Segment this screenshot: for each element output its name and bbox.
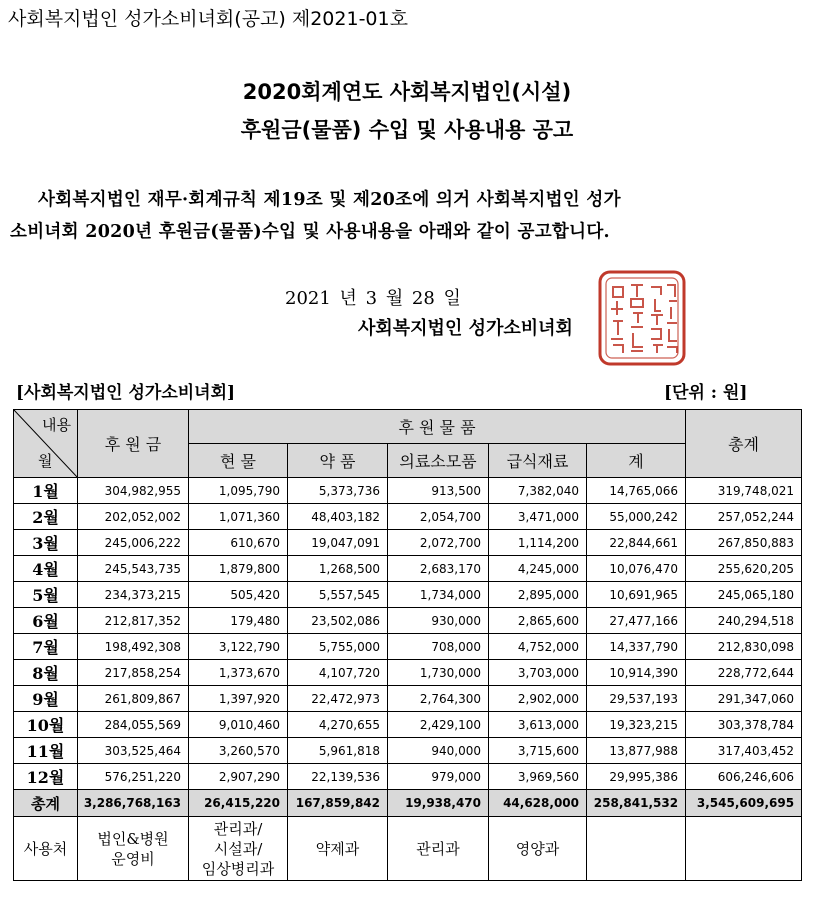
header-goods-group: 후 원 물 품 xyxy=(189,410,686,444)
funds-value: 212,817,352 xyxy=(78,608,189,634)
header-goods-subtotal: 계 xyxy=(587,444,686,478)
goods-subtotal-value: 10,076,470 xyxy=(587,556,686,582)
month-cell: 5월 xyxy=(14,582,78,608)
in-kind-usage: 관리과/ 시설과/ 임상병리과 xyxy=(189,817,288,881)
funds-total: 3,286,768,163 xyxy=(78,790,189,817)
in-kind-value: 179,480 xyxy=(189,608,288,634)
table-row xyxy=(14,764,802,790)
goods-subtotal-value: 19,323,215 xyxy=(587,712,686,738)
medical-supplies-value: 708,000 xyxy=(388,634,489,660)
medicine-value: 5,755,000 xyxy=(288,634,388,660)
funds-value: 303,525,464 xyxy=(78,738,189,764)
table-unit-label: [단위 : 원] xyxy=(664,383,748,403)
month-cell: 12월 xyxy=(14,764,78,790)
goods-subtotal-value: 10,691,965 xyxy=(587,582,686,608)
in-kind-value: 3,122,790 xyxy=(189,634,288,660)
month-cell: 6월 xyxy=(14,608,78,634)
grand-total-total: 3,545,609,695 xyxy=(686,790,802,817)
table-organization-label: [사회복지법인 성가소비녀회] xyxy=(16,383,236,403)
food-ingredients-value: 4,752,000 xyxy=(489,634,587,660)
month-cell: 9월 xyxy=(14,686,78,712)
medicine-total: 167,859,842 xyxy=(288,790,388,817)
grand-total-value: 606,246,606 xyxy=(686,764,802,790)
document-title-line-2: 후원금(물품) 수입 및 사용내용 공고 xyxy=(240,118,574,142)
header-corner-cell xyxy=(14,410,78,478)
grand-total-value: 228,772,644 xyxy=(686,660,802,686)
grand-total-value: 255,620,205 xyxy=(686,556,802,582)
table-row xyxy=(14,686,802,712)
header-medicine: 약 품 xyxy=(288,444,388,478)
food-ingredients-value: 2,895,000 xyxy=(489,582,587,608)
table-row xyxy=(14,478,802,504)
medical-supplies-value: 913,500 xyxy=(388,478,489,504)
grand-total-value: 257,052,244 xyxy=(686,504,802,530)
medicine-value: 5,373,736 xyxy=(288,478,388,504)
medicine-value: 19,047,091 xyxy=(288,530,388,556)
funds-value: 245,006,222 xyxy=(78,530,189,556)
medicine-value: 48,403,182 xyxy=(288,504,388,530)
goods-subtotal-value: 29,995,386 xyxy=(587,764,686,790)
total-row xyxy=(14,790,802,817)
in-kind-value: 1,095,790 xyxy=(189,478,288,504)
medicine-value: 5,961,818 xyxy=(288,738,388,764)
notice-body-line-1: 사회복지법인 재무·회계규칙 제19조 및 제20조에 의거 사회복지법인 성가 xyxy=(38,190,621,210)
total-label: 총계 xyxy=(14,790,78,817)
food-ingredients-value: 3,703,000 xyxy=(489,660,587,686)
grand-total-value: 319,748,021 xyxy=(686,478,802,504)
goods-subtotal-value: 14,337,790 xyxy=(587,634,686,660)
in-kind-total: 26,415,220 xyxy=(189,790,288,817)
grand-total-value: 245,065,180 xyxy=(686,582,802,608)
goods-subtotal-value: 22,844,661 xyxy=(587,530,686,556)
medicine-value: 22,139,536 xyxy=(288,764,388,790)
food-ingredients-value: 7,382,040 xyxy=(489,478,587,504)
food-ingredients-value: 1,114,200 xyxy=(489,530,587,556)
medicine-value: 4,270,655 xyxy=(288,712,388,738)
table-row xyxy=(14,660,802,686)
medicine-value: 5,557,545 xyxy=(288,582,388,608)
medicine-value: 1,268,500 xyxy=(288,556,388,582)
medical-supplies-value: 2,429,100 xyxy=(388,712,489,738)
goods-subtotal-value: 13,877,988 xyxy=(587,738,686,764)
header-in-kind: 현 물 xyxy=(189,444,288,478)
notice-date: 2021 년 3 월 28 일 xyxy=(285,288,461,309)
medical-supplies-value: 979,000 xyxy=(388,764,489,790)
month-cell: 2월 xyxy=(14,504,78,530)
grand-total-usage xyxy=(686,817,802,881)
funds-value: 198,492,308 xyxy=(78,634,189,660)
in-kind-value: 1,879,800 xyxy=(189,556,288,582)
month-cell: 3월 xyxy=(14,530,78,556)
funds-value: 304,982,955 xyxy=(78,478,189,504)
document-number: 사회복지법인 성가소비녀회(공고) 제2021-01호 xyxy=(8,8,408,30)
in-kind-value: 610,670 xyxy=(189,530,288,556)
grand-total-value: 212,830,098 xyxy=(686,634,802,660)
in-kind-value: 505,420 xyxy=(189,582,288,608)
medicine-value: 22,472,973 xyxy=(288,686,388,712)
medical-supplies-value: 2,764,300 xyxy=(388,686,489,712)
food-ingredients-value: 3,715,600 xyxy=(489,738,587,764)
food-ingredients-value: 2,865,600 xyxy=(489,608,587,634)
usage-row xyxy=(14,817,802,881)
medicine-value: 4,107,720 xyxy=(288,660,388,686)
goods-subtotal-value: 14,765,066 xyxy=(587,478,686,504)
food-ingredients-value: 3,471,000 xyxy=(489,504,587,530)
medicine-usage: 약제과 xyxy=(288,817,388,881)
in-kind-value: 1,373,670 xyxy=(189,660,288,686)
medical-supplies-value: 2,072,700 xyxy=(388,530,489,556)
goods-subtotal-value: 29,537,193 xyxy=(587,686,686,712)
food-ingredients-usage: 영양과 xyxy=(489,817,587,881)
medical-supplies-value: 2,054,700 xyxy=(388,504,489,530)
month-cell: 7월 xyxy=(14,634,78,660)
funds-value: 576,251,220 xyxy=(78,764,189,790)
donation-ledger-table xyxy=(13,409,802,881)
table-row xyxy=(14,530,802,556)
medical-supplies-usage: 관리과 xyxy=(388,817,489,881)
in-kind-value: 3,260,570 xyxy=(189,738,288,764)
table-row xyxy=(14,582,802,608)
document-title-line-1: 2020회계연도 사회복지법인(시설) xyxy=(242,80,572,104)
funds-value: 261,809,867 xyxy=(78,686,189,712)
notice-body-line-2: 소비녀회 2020년 후원금(물품)수입 및 사용내용을 아래와 같이 공고합니다. xyxy=(10,222,610,242)
medical-supplies-total: 19,938,470 xyxy=(388,790,489,817)
funds-value: 202,052,002 xyxy=(78,504,189,530)
month-cell: 11월 xyxy=(14,738,78,764)
food-ingredients-value: 3,969,560 xyxy=(489,764,587,790)
grand-total-value: 291,347,060 xyxy=(686,686,802,712)
funds-value: 234,373,215 xyxy=(78,582,189,608)
table-row xyxy=(14,634,802,660)
table-row xyxy=(14,738,802,764)
funds-value: 284,055,569 xyxy=(78,712,189,738)
medical-supplies-value: 2,683,170 xyxy=(388,556,489,582)
goods-subtotal-value: 55,000,242 xyxy=(587,504,686,530)
goods-subtotal-value: 27,477,166 xyxy=(587,608,686,634)
month-cell: 10월 xyxy=(14,712,78,738)
in-kind-value: 2,907,290 xyxy=(189,764,288,790)
table-row xyxy=(14,608,802,634)
medical-supplies-value: 1,730,000 xyxy=(388,660,489,686)
funds-value: 217,858,254 xyxy=(78,660,189,686)
goods-subtotal-value: 10,914,390 xyxy=(587,660,686,686)
food-ingredients-value: 4,245,000 xyxy=(489,556,587,582)
grand-total-value: 317,403,452 xyxy=(686,738,802,764)
in-kind-value: 1,397,920 xyxy=(189,686,288,712)
medical-supplies-value: 940,000 xyxy=(388,738,489,764)
table-row xyxy=(14,556,802,582)
grand-total-value: 240,294,518 xyxy=(686,608,802,634)
header-medical-supplies: 의료소모품 xyxy=(388,444,489,478)
goods-subtotal-total: 258,841,532 xyxy=(587,790,686,817)
funds-value: 245,543,735 xyxy=(78,556,189,582)
month-cell: 1월 xyxy=(14,478,78,504)
grand-total-value: 303,378,784 xyxy=(686,712,802,738)
month-cell: 8월 xyxy=(14,660,78,686)
table-row xyxy=(14,712,802,738)
official-seal-stamp xyxy=(597,269,687,367)
in-kind-value: 9,010,460 xyxy=(189,712,288,738)
table-row xyxy=(14,504,802,530)
in-kind-value: 1,071,360 xyxy=(189,504,288,530)
header-grand-total: 총계 xyxy=(686,410,802,478)
usage-label: 사용처 xyxy=(14,817,78,881)
header-food-ingredients: 급식재료 xyxy=(489,444,587,478)
month-cell: 4월 xyxy=(14,556,78,582)
signature-organization: 사회복지법인 성가소비녀회 xyxy=(358,318,573,339)
corner-label-content: 내용 xyxy=(42,416,71,434)
header-funds: 후 원 금 xyxy=(78,410,189,478)
goods-subtotal-usage xyxy=(587,817,686,881)
corner-label-month: 월 xyxy=(38,452,53,470)
grand-total-value: 267,850,883 xyxy=(686,530,802,556)
food-ingredients-value: 2,902,000 xyxy=(489,686,587,712)
funds-usage: 법인&병원 운영비 xyxy=(78,817,189,881)
food-ingredients-value: 3,613,000 xyxy=(489,712,587,738)
food-ingredients-total: 44,628,000 xyxy=(489,790,587,817)
medical-supplies-value: 1,734,000 xyxy=(388,582,489,608)
medical-supplies-value: 930,000 xyxy=(388,608,489,634)
medicine-value: 23,502,086 xyxy=(288,608,388,634)
